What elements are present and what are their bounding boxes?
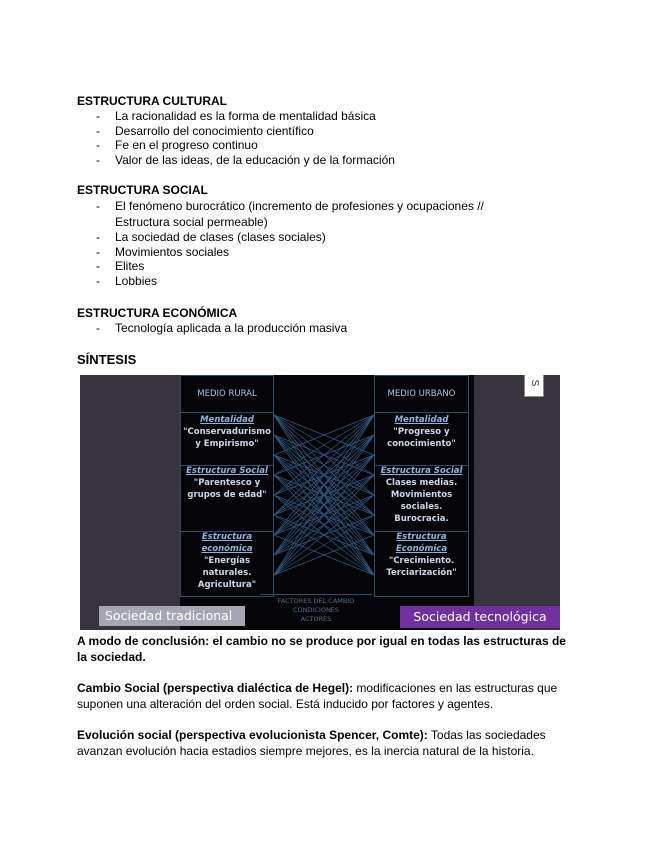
label-sociedad-tradicional: Sociedad tradicional: [99, 606, 245, 626]
left-column: [180, 375, 274, 597]
right-cell-mentalidad: [375, 412, 468, 466]
left-cell-mentalidad: [181, 412, 273, 466]
list-cultural: [77, 109, 395, 167]
cambio-social-paragraph: [77, 680, 577, 712]
list-item: - Movimientos sociales: [77, 245, 484, 260]
heading-cultural: ESTRUCTURA CULTURAL: [77, 94, 227, 108]
list-item: - Tecnología aplicada a la producción masiva: [77, 321, 347, 336]
right-social-body: Clases medias. Movimientos sociales. Burocracia.: [385, 478, 458, 524]
left-social-body: "Parentesco y grupos de edad": [187, 478, 267, 500]
synthesis-diagram: [80, 375, 560, 630]
right-column: [374, 375, 469, 597]
heading-economica: ESTRUCTURA ECONÓMICA: [77, 306, 238, 320]
left-header: MEDIO RURAL: [181, 376, 273, 413]
sintesis-heading: SÍNTESIS: [77, 352, 137, 367]
left-mentalidad-title: Mentalidad: [200, 415, 254, 425]
list-item-continuation: Estructura social permeable): [115, 214, 268, 229]
list-item: - La sociedad de clases (clases sociales): [77, 230, 484, 245]
left-cell-economica: [181, 529, 273, 600]
list-item: - Fe en el progreso continuo: [77, 138, 395, 153]
right-cell-social: [375, 463, 468, 532]
right-mentalidad-title: Mentalidad: [394, 415, 449, 425]
list-item: - Desarrollo del conocimiento científico: [77, 124, 395, 139]
heading-social: ESTRUCTURA SOCIAL: [77, 183, 208, 197]
factores-box: [260, 594, 372, 624]
corner-s-icon: S: [524, 375, 544, 397]
left-cell-social: [181, 463, 273, 532]
evolucion-social-paragraph: [77, 727, 577, 759]
connection-lines: [80, 375, 560, 630]
left-economica-title: Estructura económica: [201, 532, 253, 554]
label-sociedad-tecnologica: Sociedad tecnológica: [400, 606, 560, 628]
right-economica-body: "Crecimiento. Terciarización": [386, 556, 457, 578]
factores-line-3: ACTORES: [300, 615, 332, 623]
list-social: [77, 199, 484, 288]
list-economica: [77, 321, 347, 336]
left-mentalidad-body: "Conservadurismo y Empirismo": [183, 427, 271, 449]
list-item: - El fenómeno burocrático (incremento de profesiones y ocupaciones //: [77, 199, 484, 215]
cambio-social-definition: modificaciones en las estructuras que suponen una alteración del orden social. Está inducido por factores y agentes.: [77, 681, 558, 711]
left-social-title: Estructura Social: [186, 466, 268, 476]
evolucion-social-definition: Todas las sociedades avanzan evolución hacia estadios siempre mejores, es la inercia natural de la historia.: [77, 728, 546, 758]
evolucion-social-term: Evolución social (perspectiva evolucionista Spencer, Comte):: [77, 728, 428, 742]
right-mentalidad-body: "Progreso y conocimiento": [387, 427, 456, 449]
list-item: - La racionalidad es la forma de mentalidad básica: [77, 109, 395, 124]
factores-line-2: CONDICIONES: [292, 606, 340, 614]
list-item: - Lobbies: [77, 274, 484, 289]
left-economica-body: "Energías naturales. Agricultura": [197, 556, 257, 590]
right-social-title: Estructura Social: [380, 466, 463, 476]
factores-line-1: FACTORES DEL CAMBIO: [277, 597, 355, 605]
right-cell-economica: [375, 529, 468, 600]
right-economica-title: Estructura Económica: [395, 532, 448, 554]
cambio-social-term: Cambio Social (perspectiva dialéctica de Hegel):: [77, 681, 354, 695]
list-item: - Elites: [77, 259, 484, 274]
conclusion-text: A modo de conclusión: el cambio no se produce por igual en todas las estructuras de la sociedad.: [77, 634, 566, 664]
list-item: - Valor de las ideas, de la educación y de la formación: [77, 153, 395, 168]
right-header: MEDIO URBANO: [375, 376, 468, 413]
